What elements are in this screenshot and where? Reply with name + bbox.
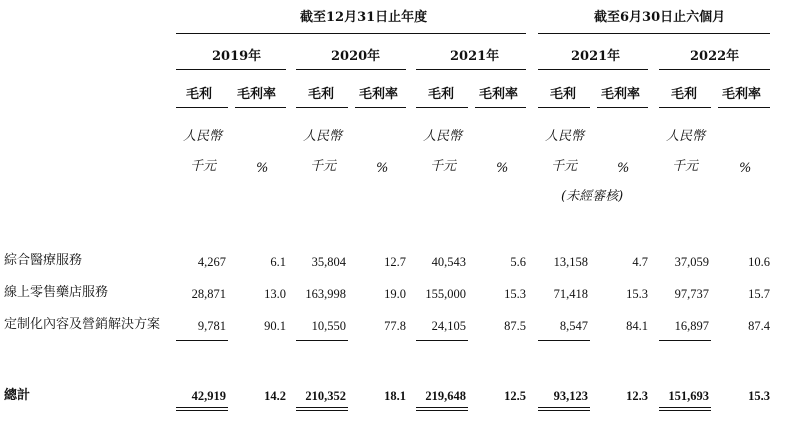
unit-rmb: 人民幣 [183, 129, 223, 144]
col-label-gross-margin: 毛利率 [359, 87, 399, 102]
group-header-interim: 截至6月30日止六個月 [594, 10, 726, 25]
year-header-2021-interim: 2021年 [571, 49, 621, 64]
col-underline [416, 107, 468, 108]
col-underline [597, 107, 648, 108]
year-underline-2022-interim [659, 69, 770, 70]
total-double-underline [659, 407, 711, 411]
total-cell: 12.5 [504, 389, 526, 403]
table-cell: 24,105 [431, 319, 466, 333]
row-label-total: 總計 [4, 388, 31, 403]
total-cell: 18.1 [384, 389, 406, 403]
subtotal-underline [176, 340, 228, 341]
unit-rmb: 人民幣 [303, 129, 343, 144]
col-underline [296, 107, 348, 108]
year-underline-2021-interim [538, 69, 648, 70]
unit-percent: % [617, 161, 630, 176]
table-cell: 15.7 [748, 287, 770, 301]
total-double-underline [416, 407, 468, 411]
year-header-2022-interim: 2022年 [690, 49, 740, 64]
year-header-2019: 2019年 [212, 49, 262, 64]
table-cell: 8,547 [559, 319, 588, 333]
col-underline [355, 107, 406, 108]
col-label-gross-margin: 毛利率 [237, 87, 277, 102]
table-cell: 19.0 [384, 287, 406, 301]
table-cell: 4,267 [197, 255, 226, 269]
unaudited-note: (未經審核) [561, 189, 624, 204]
total-double-underline [176, 407, 228, 411]
table-cell: 87.4 [748, 319, 770, 333]
group-underline-annual [176, 33, 526, 34]
year-underline-2020 [296, 69, 406, 70]
table-cell: 90.1 [264, 319, 286, 333]
group-header-annual: 截至12月31日止年度 [300, 10, 428, 25]
table-cell: 84.1 [626, 319, 648, 333]
col-underline [475, 107, 526, 108]
col-underline [538, 107, 590, 108]
group-underline-interim [538, 33, 770, 34]
table-cell: 10,550 [311, 319, 346, 333]
unit-rmb: 人民幣 [423, 129, 463, 144]
total-double-underline [538, 407, 590, 411]
table-cell: 15.3 [504, 287, 526, 301]
unit-thousand: 千元 [430, 159, 457, 174]
total-double-underline [296, 407, 348, 411]
unit-rmb: 人民幣 [666, 129, 706, 144]
subtotal-underline [416, 340, 468, 341]
table-cell: 37,059 [674, 255, 709, 269]
subtotal-underline [538, 340, 590, 341]
table-cell: 155,000 [425, 287, 466, 301]
col-label-gross-profit: 毛利 [428, 87, 455, 102]
unit-rmb: 人民幣 [545, 129, 585, 144]
table-cell: 71,418 [553, 287, 588, 301]
col-underline [235, 107, 286, 108]
subtotal-underline [296, 340, 348, 341]
unit-percent: % [739, 161, 752, 176]
col-label-gross-margin: 毛利率 [722, 87, 762, 102]
table-cell: 13.0 [264, 287, 286, 301]
year-underline-2021 [416, 69, 526, 70]
unit-thousand: 千元 [551, 159, 578, 174]
total-cell: 14.2 [264, 389, 286, 403]
row-label-medical-services: 綜合醫療服務 [4, 253, 83, 268]
table-cell: 40,543 [431, 255, 466, 269]
table-cell: 15.3 [626, 287, 648, 301]
table-cell: 97,737 [674, 287, 709, 301]
unit-percent: % [256, 161, 269, 176]
unit-percent: % [496, 161, 509, 176]
col-label-gross-margin: 毛利率 [479, 87, 519, 102]
col-label-gross-margin: 毛利率 [601, 87, 641, 102]
table-cell: 9,781 [197, 319, 226, 333]
col-underline [718, 107, 770, 108]
table-cell: 77.8 [384, 319, 406, 333]
subtotal-underline [659, 340, 711, 341]
table-cell: 163,998 [305, 287, 346, 301]
table-cell: 87.5 [504, 319, 526, 333]
table-cell: 28,871 [191, 287, 226, 301]
table-cell: 35,804 [311, 255, 346, 269]
total-cell: 93,123 [553, 389, 588, 403]
year-header-2021: 2021年 [450, 49, 500, 64]
total-cell: 210,352 [305, 389, 346, 403]
total-cell: 15.3 [748, 389, 770, 403]
row-label-online-pharmacy: 線上零售藥店服務 [4, 285, 109, 300]
table-cell: 5.6 [510, 255, 526, 269]
total-cell: 12.3 [626, 389, 648, 403]
table-cell: 13,158 [553, 255, 588, 269]
col-label-gross-profit: 毛利 [308, 87, 335, 102]
year-underline-2019 [176, 69, 286, 70]
col-label-gross-profit: 毛利 [550, 87, 577, 102]
row-label-content-marketing: 定制化內容及營銷解決方案 [4, 317, 161, 332]
year-header-2020: 2020年 [331, 49, 381, 64]
unit-thousand: 千元 [310, 159, 337, 174]
col-label-gross-profit: 毛利 [186, 87, 213, 102]
unit-thousand: 千元 [672, 159, 699, 174]
table-cell: 4.7 [632, 255, 648, 269]
table-cell: 6.1 [270, 255, 286, 269]
unit-percent: % [376, 161, 389, 176]
table-cell: 10.6 [748, 255, 770, 269]
col-label-gross-profit: 毛利 [671, 87, 698, 102]
total-cell: 42,919 [191, 389, 226, 403]
table-cell: 12.7 [384, 255, 406, 269]
total-cell: 219,648 [425, 389, 466, 403]
total-cell: 151,693 [668, 389, 709, 403]
col-underline [176, 107, 228, 108]
unit-thousand: 千元 [190, 159, 217, 174]
col-underline [659, 107, 711, 108]
table-cell: 16,897 [674, 319, 709, 333]
